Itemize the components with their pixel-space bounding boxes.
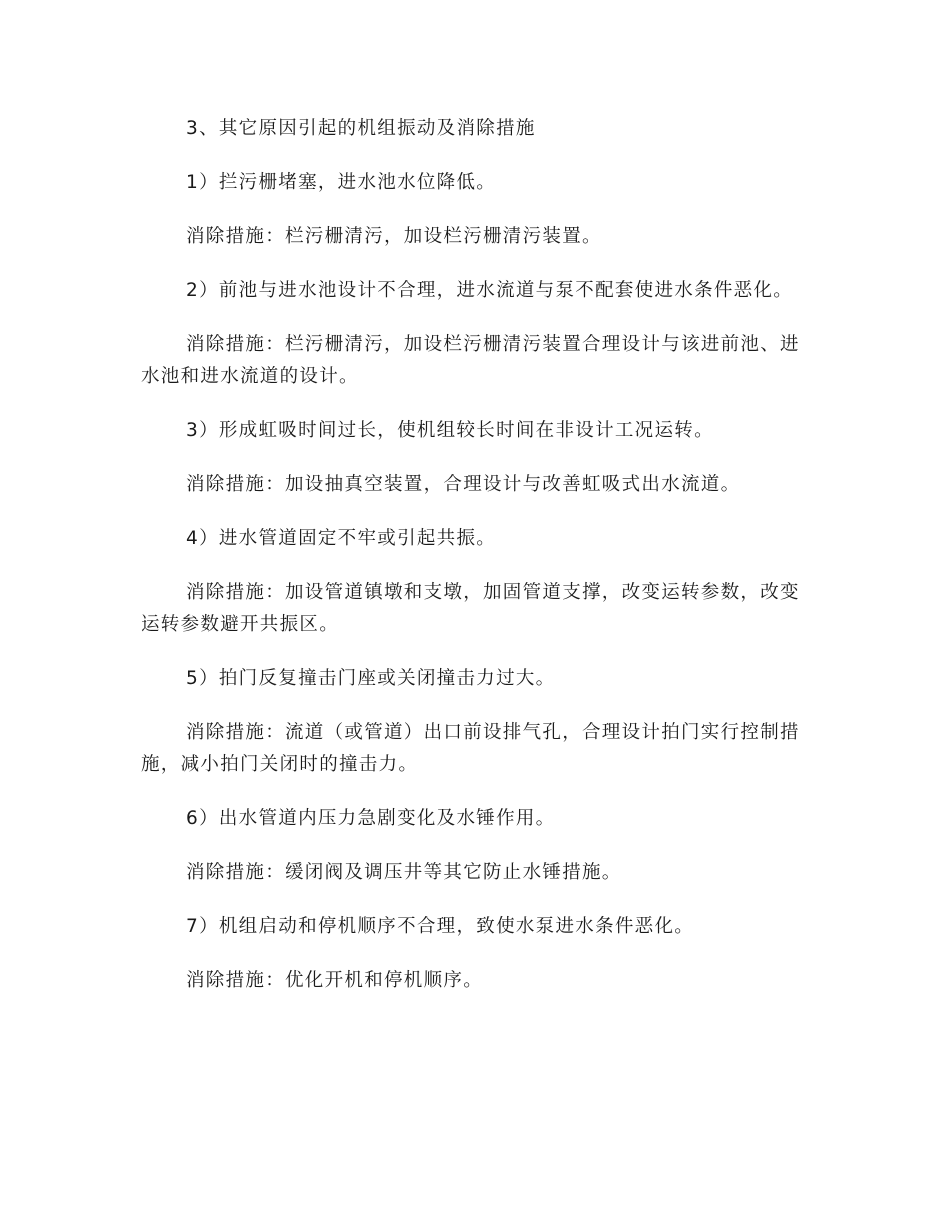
cause-item-5: 5）拍门反复撞击门座或关闭撞击力过大。 bbox=[186, 668, 556, 689]
measure-item-3: 消除措施：加设抽真空装置，合理设计与改善虹吸式出水流道。 bbox=[186, 474, 741, 495]
document-body bbox=[141, 113, 807, 1019]
cause-item-7: 7）机组启动和停机顺序不合理，致使水泵进水条件恶化。 bbox=[186, 916, 695, 937]
measure-item-4: 消除措施：加设管道镇墩和支墩，加固管道支撑，改变运转参数，改变运转参数避开共振区。 bbox=[141, 582, 800, 635]
cause-item-3: 3）形成虹吸时间过长，使机组较长时间在非设计工况运转。 bbox=[186, 420, 714, 441]
measure-item-2: 消除措施：栏污栅清污，加设栏污栅清污装置合理设计与该进前池、进水池和进水流道的设计。 bbox=[141, 334, 800, 387]
section-heading: 3、其它原因引起的机组振动及消除措施 bbox=[186, 118, 536, 139]
cause-item-6: 6）出水管道内压力急剧变化及水锤作用。 bbox=[186, 808, 556, 829]
measure-item-1: 消除措施：栏污栅清污，加设栏污栅清污装置。 bbox=[186, 226, 602, 247]
measure-item-5: 消除措施：流道（或管道）出口前设排气孔，合理设计拍门实行控制措施，减小拍门关闭时的撞击力。 bbox=[141, 722, 800, 775]
measure-item-7: 消除措施：优化开机和停机顺序。 bbox=[186, 970, 484, 991]
cause-item-4: 4）进水管道固定不牢或引起共振。 bbox=[186, 528, 497, 549]
cause-item-2: 2）前池与进水池设计不合理，进水流道与泵不配套使进水条件恶化。 bbox=[186, 280, 794, 301]
cause-item-1: 1）拦污栅堵塞，进水池水位降低。 bbox=[186, 172, 497, 193]
measure-item-6: 消除措施：缓闭阀及调压井等其它防止水锤措施。 bbox=[186, 862, 622, 883]
